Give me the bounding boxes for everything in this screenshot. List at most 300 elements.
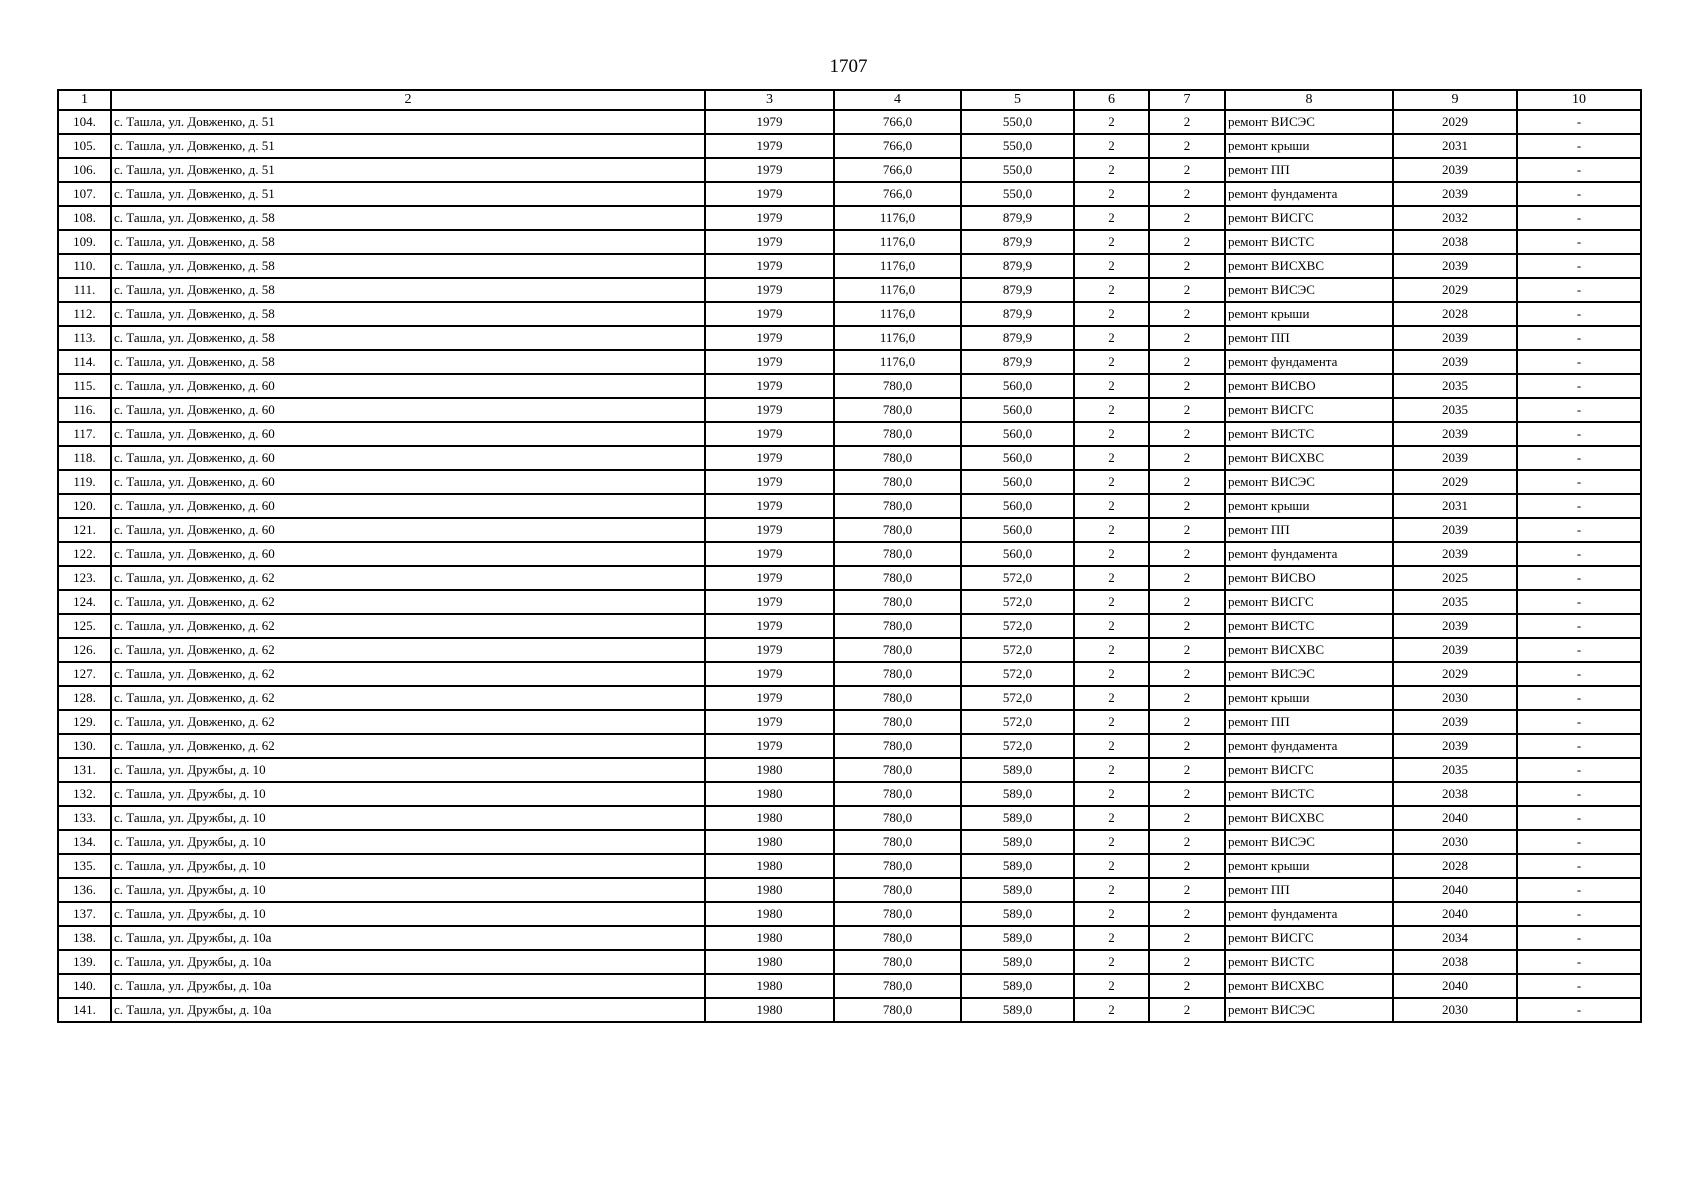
cell-col-living-area: 572,0 <box>961 734 1074 758</box>
repair-schedule-table <box>57 89 1642 1023</box>
cell-col-number: 141. <box>58 998 111 1022</box>
cell-col-total-area: 780,0 <box>834 806 961 830</box>
cell-col-entrances: 2 <box>1149 830 1225 854</box>
cell-col-entrances: 2 <box>1149 278 1225 302</box>
cell-col-year: 1979 <box>705 734 834 758</box>
cell-col-entrances: 2 <box>1149 350 1225 374</box>
cell-col-planned-year: 2039 <box>1393 350 1517 374</box>
cell-col-planned-year: 2040 <box>1393 878 1517 902</box>
table-row <box>58 542 1641 566</box>
cell-col-address: с. Ташла, ул. Довженко, д. 62 <box>111 734 705 758</box>
cell-col-address: с. Ташла, ул. Довженко, д. 62 <box>111 614 705 638</box>
cell-col-work-type: ремонт крыши <box>1225 134 1393 158</box>
cell-col-living-area: 572,0 <box>961 710 1074 734</box>
cell-col-year: 1979 <box>705 662 834 686</box>
table-row <box>58 254 1641 278</box>
table-row <box>58 398 1641 422</box>
cell-col-year: 1979 <box>705 446 834 470</box>
cell-col-total-area: 780,0 <box>834 542 961 566</box>
cell-col-entrances: 2 <box>1149 254 1225 278</box>
table-row <box>58 182 1641 206</box>
cell-col-year: 1979 <box>705 710 834 734</box>
cell-col-address: с. Ташла, ул. Довженко, д. 51 <box>111 134 705 158</box>
cell-col-planned-year: 2038 <box>1393 782 1517 806</box>
cell-col-note: - <box>1517 734 1641 758</box>
cell-col-note: - <box>1517 974 1641 998</box>
cell-col-entrances: 2 <box>1149 206 1225 230</box>
cell-col-address: с. Ташла, ул. Дружбы, д. 10 <box>111 830 705 854</box>
cell-col-floors: 2 <box>1074 398 1149 422</box>
cell-col-entrances: 2 <box>1149 494 1225 518</box>
cell-col-year: 1980 <box>705 950 834 974</box>
cell-col-living-area: 572,0 <box>961 638 1074 662</box>
cell-col-planned-year: 2039 <box>1393 710 1517 734</box>
cell-col-address: с. Ташла, ул. Довженко, д. 60 <box>111 398 705 422</box>
cell-col-floors: 2 <box>1074 662 1149 686</box>
cell-col-entrances: 2 <box>1149 398 1225 422</box>
cell-col-year: 1979 <box>705 422 834 446</box>
cell-col-number: 122. <box>58 542 111 566</box>
cell-col-living-area: 879,9 <box>961 278 1074 302</box>
cell-col-address: с. Ташла, ул. Дружбы, д. 10а <box>111 974 705 998</box>
cell-col-work-type: ремонт ВИСТС <box>1225 950 1393 974</box>
cell-col-total-area: 780,0 <box>834 734 961 758</box>
cell-col-total-area: 766,0 <box>834 182 961 206</box>
cell-col-planned-year: 2039 <box>1393 614 1517 638</box>
cell-col-living-area: 572,0 <box>961 590 1074 614</box>
cell-col-total-area: 1176,0 <box>834 278 961 302</box>
cell-col-entrances: 2 <box>1149 662 1225 686</box>
cell-col-number: 127. <box>58 662 111 686</box>
cell-col-work-type: ремонт ВИСЭС <box>1225 830 1393 854</box>
cell-col-address: с. Ташла, ул. Дружбы, д. 10 <box>111 758 705 782</box>
cell-col-entrances: 2 <box>1149 374 1225 398</box>
cell-col-work-type: ремонт фундамента <box>1225 734 1393 758</box>
cell-col-planned-year: 2039 <box>1393 518 1517 542</box>
cell-col-number: 134. <box>58 830 111 854</box>
table-body <box>58 110 1641 1022</box>
cell-col-total-area: 780,0 <box>834 854 961 878</box>
cell-col-number: 113. <box>58 326 111 350</box>
cell-col-note: - <box>1517 854 1641 878</box>
cell-col-entrances: 2 <box>1149 542 1225 566</box>
table-row <box>58 950 1641 974</box>
cell-col-planned-year: 2039 <box>1393 326 1517 350</box>
cell-col-address: с. Ташла, ул. Дружбы, д. 10а <box>111 998 705 1022</box>
cell-col-note: - <box>1517 902 1641 926</box>
cell-col-work-type: ремонт ПП <box>1225 158 1393 182</box>
cell-col-planned-year: 2038 <box>1393 950 1517 974</box>
cell-col-floors: 2 <box>1074 110 1149 134</box>
cell-col-work-type: ремонт крыши <box>1225 494 1393 518</box>
cell-col-address: с. Ташла, ул. Дружбы, д. 10 <box>111 902 705 926</box>
cell-col-planned-year: 2029 <box>1393 470 1517 494</box>
cell-col-number: 128. <box>58 686 111 710</box>
cell-col-living-area: 560,0 <box>961 446 1074 470</box>
cell-col-year: 1979 <box>705 206 834 230</box>
cell-col-address: с. Ташла, ул. Довженко, д. 51 <box>111 182 705 206</box>
cell-col-work-type: ремонт ПП <box>1225 710 1393 734</box>
cell-col-year: 1979 <box>705 134 834 158</box>
cell-col-floors: 2 <box>1074 782 1149 806</box>
cell-col-living-area: 589,0 <box>961 950 1074 974</box>
cell-col-living-area: 560,0 <box>961 494 1074 518</box>
cell-col-total-area: 780,0 <box>834 902 961 926</box>
cell-col-entrances: 2 <box>1149 230 1225 254</box>
table-row <box>58 806 1641 830</box>
cell-col-total-area: 1176,0 <box>834 230 961 254</box>
cell-col-year: 1980 <box>705 782 834 806</box>
table-row <box>58 878 1641 902</box>
cell-col-total-area: 780,0 <box>834 374 961 398</box>
cell-col-year: 1980 <box>705 926 834 950</box>
cell-col-total-area: 780,0 <box>834 590 961 614</box>
cell-col-living-area: 560,0 <box>961 470 1074 494</box>
cell-col-planned-year: 2039 <box>1393 254 1517 278</box>
table-row <box>58 566 1641 590</box>
cell-col-living-area: 589,0 <box>961 878 1074 902</box>
cell-col-planned-year: 2039 <box>1393 182 1517 206</box>
table-row <box>58 998 1641 1022</box>
cell-col-note: - <box>1517 662 1641 686</box>
column-header-col-planned-year: 9 <box>1393 90 1517 110</box>
cell-col-note: - <box>1517 470 1641 494</box>
table-row <box>58 278 1641 302</box>
cell-col-entrances: 2 <box>1149 734 1225 758</box>
cell-col-planned-year: 2031 <box>1393 494 1517 518</box>
cell-col-floors: 2 <box>1074 158 1149 182</box>
cell-col-total-area: 780,0 <box>834 710 961 734</box>
cell-col-number: 138. <box>58 926 111 950</box>
cell-col-total-area: 1176,0 <box>834 326 961 350</box>
cell-col-total-area: 780,0 <box>834 494 961 518</box>
cell-col-address: с. Ташла, ул. Довженко, д. 51 <box>111 158 705 182</box>
cell-col-floors: 2 <box>1074 518 1149 542</box>
cell-col-note: - <box>1517 398 1641 422</box>
cell-col-floors: 2 <box>1074 926 1149 950</box>
cell-col-year: 1979 <box>705 110 834 134</box>
cell-col-planned-year: 2039 <box>1393 638 1517 662</box>
cell-col-note: - <box>1517 638 1641 662</box>
cell-col-total-area: 780,0 <box>834 518 961 542</box>
cell-col-total-area: 780,0 <box>834 662 961 686</box>
cell-col-planned-year: 2038 <box>1393 230 1517 254</box>
cell-col-floors: 2 <box>1074 830 1149 854</box>
cell-col-address: с. Ташла, ул. Довженко, д. 60 <box>111 446 705 470</box>
cell-col-living-area: 589,0 <box>961 830 1074 854</box>
cell-col-year: 1979 <box>705 374 834 398</box>
cell-col-total-area: 780,0 <box>834 974 961 998</box>
cell-col-planned-year: 2040 <box>1393 806 1517 830</box>
cell-col-number: 137. <box>58 902 111 926</box>
table-row <box>58 326 1641 350</box>
cell-col-note: - <box>1517 158 1641 182</box>
cell-col-year: 1980 <box>705 902 834 926</box>
cell-col-planned-year: 2029 <box>1393 662 1517 686</box>
cell-col-floors: 2 <box>1074 470 1149 494</box>
cell-col-work-type: ремонт ВИСХВС <box>1225 806 1393 830</box>
cell-col-note: - <box>1517 926 1641 950</box>
cell-col-floors: 2 <box>1074 182 1149 206</box>
cell-col-total-area: 780,0 <box>834 926 961 950</box>
column-header-col-year: 3 <box>705 90 834 110</box>
cell-col-floors: 2 <box>1074 302 1149 326</box>
cell-col-entrances: 2 <box>1149 110 1225 134</box>
cell-col-address: с. Ташла, ул. Довженко, д. 60 <box>111 422 705 446</box>
cell-col-year: 1979 <box>705 182 834 206</box>
cell-col-entrances: 2 <box>1149 614 1225 638</box>
cell-col-address: с. Ташла, ул. Довженко, д. 58 <box>111 230 705 254</box>
cell-col-floors: 2 <box>1074 758 1149 782</box>
cell-col-entrances: 2 <box>1149 950 1225 974</box>
cell-col-floors: 2 <box>1074 542 1149 566</box>
cell-col-work-type: ремонт фундамента <box>1225 902 1393 926</box>
cell-col-note: - <box>1517 542 1641 566</box>
cell-col-floors: 2 <box>1074 590 1149 614</box>
cell-col-number: 125. <box>58 614 111 638</box>
cell-col-floors: 2 <box>1074 446 1149 470</box>
cell-col-year: 1979 <box>705 518 834 542</box>
cell-col-number: 140. <box>58 974 111 998</box>
cell-col-planned-year: 2039 <box>1393 158 1517 182</box>
cell-col-planned-year: 2039 <box>1393 542 1517 566</box>
cell-col-total-area: 780,0 <box>834 998 961 1022</box>
cell-col-address: с. Ташла, ул. Довженко, д. 58 <box>111 254 705 278</box>
column-header-col-note: 10 <box>1517 90 1641 110</box>
table-row <box>58 206 1641 230</box>
table-row <box>58 302 1641 326</box>
cell-col-work-type: ремонт фундамента <box>1225 182 1393 206</box>
cell-col-work-type: ремонт ВИСЭС <box>1225 278 1393 302</box>
cell-col-address: с. Ташла, ул. Довженко, д. 58 <box>111 278 705 302</box>
cell-col-total-area: 780,0 <box>834 566 961 590</box>
cell-col-work-type: ремонт ВИСТС <box>1225 782 1393 806</box>
cell-col-address: с. Ташла, ул. Довженко, д. 60 <box>111 542 705 566</box>
table-row <box>58 662 1641 686</box>
table-row <box>58 902 1641 926</box>
cell-col-year: 1980 <box>705 998 834 1022</box>
column-header-col-address: 2 <box>111 90 705 110</box>
cell-col-floors: 2 <box>1074 734 1149 758</box>
cell-col-floors: 2 <box>1074 134 1149 158</box>
cell-col-note: - <box>1517 758 1641 782</box>
cell-col-note: - <box>1517 782 1641 806</box>
cell-col-work-type: ремонт ПП <box>1225 518 1393 542</box>
cell-col-planned-year: 2035 <box>1393 590 1517 614</box>
cell-col-number: 105. <box>58 134 111 158</box>
cell-col-number: 111. <box>58 278 111 302</box>
cell-col-living-area: 550,0 <box>961 182 1074 206</box>
cell-col-planned-year: 2030 <box>1393 686 1517 710</box>
cell-col-note: - <box>1517 182 1641 206</box>
cell-col-entrances: 2 <box>1149 974 1225 998</box>
cell-col-address: с. Ташла, ул. Довженко, д. 62 <box>111 686 705 710</box>
cell-col-living-area: 879,9 <box>961 350 1074 374</box>
cell-col-number: 112. <box>58 302 111 326</box>
cell-col-work-type: ремонт ВИСЭС <box>1225 470 1393 494</box>
cell-col-entrances: 2 <box>1149 854 1225 878</box>
cell-col-entrances: 2 <box>1149 446 1225 470</box>
cell-col-number: 136. <box>58 878 111 902</box>
cell-col-entrances: 2 <box>1149 302 1225 326</box>
cell-col-work-type: ремонт ВИСХВС <box>1225 638 1393 662</box>
cell-col-address: с. Ташла, ул. Довженко, д. 62 <box>111 638 705 662</box>
cell-col-entrances: 2 <box>1149 686 1225 710</box>
cell-col-work-type: ремонт крыши <box>1225 686 1393 710</box>
cell-col-planned-year: 2030 <box>1393 830 1517 854</box>
table-row <box>58 230 1641 254</box>
cell-col-year: 1980 <box>705 974 834 998</box>
cell-col-work-type: ремонт крыши <box>1225 302 1393 326</box>
cell-col-address: с. Ташла, ул. Довженко, д. 60 <box>111 470 705 494</box>
cell-col-work-type: ремонт ВИСГС <box>1225 398 1393 422</box>
table-row <box>58 638 1641 662</box>
cell-col-living-area: 879,9 <box>961 206 1074 230</box>
cell-col-address: с. Ташла, ул. Довженко, д. 60 <box>111 518 705 542</box>
cell-col-floors: 2 <box>1074 998 1149 1022</box>
cell-col-planned-year: 2039 <box>1393 734 1517 758</box>
cell-col-total-area: 780,0 <box>834 686 961 710</box>
cell-col-entrances: 2 <box>1149 638 1225 662</box>
cell-col-address: с. Ташла, ул. Довженко, д. 58 <box>111 302 705 326</box>
cell-col-work-type: ремонт ВИСЭС <box>1225 662 1393 686</box>
cell-col-note: - <box>1517 806 1641 830</box>
cell-col-planned-year: 2028 <box>1393 302 1517 326</box>
cell-col-note: - <box>1517 230 1641 254</box>
cell-col-number: 116. <box>58 398 111 422</box>
cell-col-year: 1979 <box>705 638 834 662</box>
cell-col-entrances: 2 <box>1149 158 1225 182</box>
cell-col-number: 120. <box>58 494 111 518</box>
cell-col-living-area: 550,0 <box>961 110 1074 134</box>
cell-col-living-area: 589,0 <box>961 974 1074 998</box>
cell-col-number: 110. <box>58 254 111 278</box>
cell-col-work-type: ремонт ВИСГС <box>1225 590 1393 614</box>
cell-col-note: - <box>1517 110 1641 134</box>
cell-col-note: - <box>1517 710 1641 734</box>
cell-col-note: - <box>1517 950 1641 974</box>
cell-col-entrances: 2 <box>1149 710 1225 734</box>
cell-col-total-area: 780,0 <box>834 422 961 446</box>
cell-col-living-area: 560,0 <box>961 422 1074 446</box>
cell-col-floors: 2 <box>1074 326 1149 350</box>
cell-col-address: с. Ташла, ул. Дружбы, д. 10а <box>111 950 705 974</box>
cell-col-number: 117. <box>58 422 111 446</box>
cell-col-total-area: 780,0 <box>834 614 961 638</box>
cell-col-entrances: 2 <box>1149 422 1225 446</box>
cell-col-living-area: 560,0 <box>961 398 1074 422</box>
header-row <box>58 90 1641 110</box>
cell-col-living-area: 589,0 <box>961 758 1074 782</box>
cell-col-planned-year: 2035 <box>1393 758 1517 782</box>
cell-col-floors: 2 <box>1074 254 1149 278</box>
cell-col-year: 1979 <box>705 230 834 254</box>
table-row <box>58 518 1641 542</box>
cell-col-floors: 2 <box>1074 422 1149 446</box>
cell-col-work-type: ремонт крыши <box>1225 854 1393 878</box>
cell-col-work-type: ремонт ВИСТС <box>1225 230 1393 254</box>
cell-col-number: 123. <box>58 566 111 590</box>
cell-col-planned-year: 2034 <box>1393 926 1517 950</box>
cell-col-number: 131. <box>58 758 111 782</box>
cell-col-number: 135. <box>58 854 111 878</box>
cell-col-work-type: ремонт фундамента <box>1225 350 1393 374</box>
cell-col-year: 1979 <box>705 470 834 494</box>
cell-col-planned-year: 2039 <box>1393 446 1517 470</box>
cell-col-planned-year: 2030 <box>1393 998 1517 1022</box>
cell-col-year: 1979 <box>705 590 834 614</box>
cell-col-year: 1979 <box>705 398 834 422</box>
cell-col-total-area: 780,0 <box>834 398 961 422</box>
cell-col-note: - <box>1517 374 1641 398</box>
cell-col-number: 129. <box>58 710 111 734</box>
cell-col-work-type: ремонт ВИСХВС <box>1225 254 1393 278</box>
cell-col-address: с. Ташла, ул. Довженко, д. 62 <box>111 710 705 734</box>
cell-col-floors: 2 <box>1074 614 1149 638</box>
cell-col-note: - <box>1517 206 1641 230</box>
cell-col-living-area: 550,0 <box>961 158 1074 182</box>
cell-col-number: 107. <box>58 182 111 206</box>
cell-col-entrances: 2 <box>1149 878 1225 902</box>
cell-col-year: 1979 <box>705 350 834 374</box>
cell-col-note: - <box>1517 134 1641 158</box>
cell-col-work-type: ремонт ПП <box>1225 878 1393 902</box>
cell-col-year: 1980 <box>705 854 834 878</box>
cell-col-planned-year: 2028 <box>1393 854 1517 878</box>
cell-col-planned-year: 2039 <box>1393 422 1517 446</box>
cell-col-floors: 2 <box>1074 854 1149 878</box>
column-header-col-entrances: 7 <box>1149 90 1225 110</box>
cell-col-number: 118. <box>58 446 111 470</box>
cell-col-planned-year: 2032 <box>1393 206 1517 230</box>
cell-col-entrances: 2 <box>1149 782 1225 806</box>
cell-col-floors: 2 <box>1074 566 1149 590</box>
cell-col-living-area: 589,0 <box>961 998 1074 1022</box>
cell-col-living-area: 572,0 <box>961 662 1074 686</box>
cell-col-entrances: 2 <box>1149 566 1225 590</box>
cell-col-total-area: 780,0 <box>834 470 961 494</box>
cell-col-entrances: 2 <box>1149 926 1225 950</box>
table-row <box>58 158 1641 182</box>
cell-col-entrances: 2 <box>1149 326 1225 350</box>
cell-col-total-area: 1176,0 <box>834 254 961 278</box>
table-row <box>58 134 1641 158</box>
cell-col-work-type: ремонт ВИСВО <box>1225 374 1393 398</box>
table-row <box>58 782 1641 806</box>
cell-col-entrances: 2 <box>1149 182 1225 206</box>
cell-col-note: - <box>1517 878 1641 902</box>
cell-col-total-area: 780,0 <box>834 758 961 782</box>
cell-col-work-type: ремонт ВИСТС <box>1225 422 1393 446</box>
cell-col-living-area: 560,0 <box>961 542 1074 566</box>
cell-col-floors: 2 <box>1074 638 1149 662</box>
cell-col-total-area: 780,0 <box>834 638 961 662</box>
table-row <box>58 686 1641 710</box>
cell-col-number: 115. <box>58 374 111 398</box>
cell-col-address: с. Ташла, ул. Довженко, д. 58 <box>111 206 705 230</box>
table-row <box>58 590 1641 614</box>
page-number: 1707 <box>829 56 868 77</box>
cell-col-number: 121. <box>58 518 111 542</box>
cell-col-year: 1979 <box>705 566 834 590</box>
table-row <box>58 974 1641 998</box>
cell-col-note: - <box>1517 590 1641 614</box>
cell-col-year: 1979 <box>705 542 834 566</box>
cell-col-year: 1980 <box>705 830 834 854</box>
cell-col-floors: 2 <box>1074 806 1149 830</box>
cell-col-floors: 2 <box>1074 710 1149 734</box>
cell-col-note: - <box>1517 350 1641 374</box>
